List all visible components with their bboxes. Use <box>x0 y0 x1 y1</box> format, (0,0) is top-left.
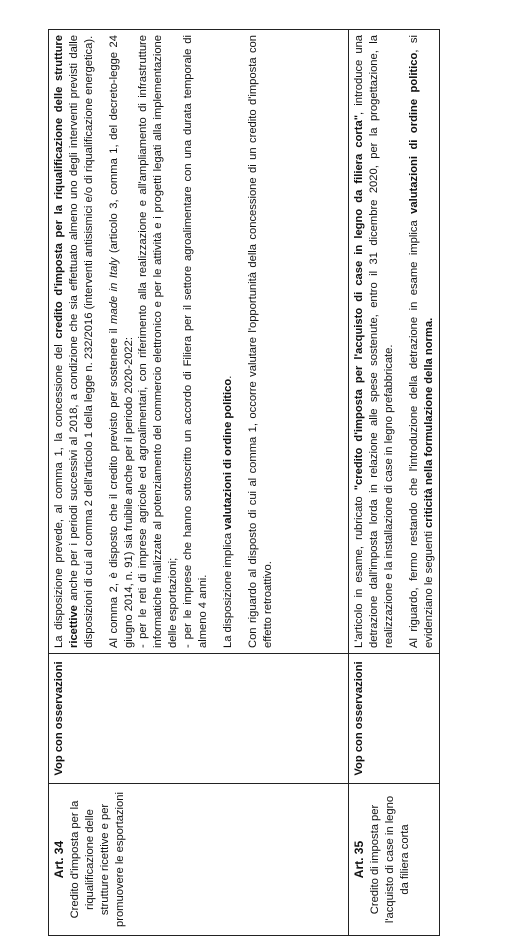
article-title: Credito d'imposta per la riqualificazione delle strutture ricettive e per promuovere le esportazioni <box>68 792 126 927</box>
table-row-art-35 <box>349 30 440 936</box>
text-cell <box>349 30 440 654</box>
article-number: Art. 34 <box>52 840 66 879</box>
vop-cell <box>49 654 349 784</box>
list-item: - per le imprese che hanno sottoscritto un accordo di Filiera per il settore agroalimentare con una durata temporale di almeno 4 anni. <box>182 35 210 648</box>
paragraph-4: Con riguardo al disposto di cui al comma 1, occorre valutare l'opportunità della concessione di un credito d'imposta con effetto retroattivo. <box>246 35 274 648</box>
paragraph-2: Al comma 2, è disposto che il credito previsto per sostenere il made in Italy (articolo 3, comma 1, del decreto-legge 24 giugno 2014, n. 91) sia fruibile anche per il periodo 2020-2022: <box>107 35 135 648</box>
paragraph-3: La disposizione implica valutazioni di ordine politico. <box>221 375 234 648</box>
paragraph-2: Al riguardo, fermo restando che l'introduzione della detrazione in esame implica valutazioni di ordine politico, si evidenziano le seguenti criticità nella formulazione della norma. <box>407 35 435 648</box>
article-number: Art. 35 <box>352 840 366 879</box>
paragraph-1: L'articolo in esame, rubricato "credito d'imposta per l'acquisto di case in legno da filiera corta", introduce una detrazione dall'imposta lorda in relazione alle spese sostenute, entro il 31 dicembre 2020, per la progettazione, la realizzazione e la installazione di case in legno prefabbricate. <box>353 34 395 648</box>
vop-cell <box>349 654 440 784</box>
vop-label: Vop con osservazioni <box>353 661 365 776</box>
article-cell <box>349 784 440 936</box>
article-title: Credito di imposta per l'acquisto di case in legno da filiera corta <box>368 795 411 924</box>
article-cell <box>49 784 349 936</box>
table-row-art-34 <box>49 30 349 936</box>
list-item: - per le reti di imprese agricole ed agroalimentari, con riferimento alla realizzazione e all'ampliamento di infrastrutture informatiche finalizzate al potenziamento del commercio elettronico e per le attività e i progetti legati alla implementazione delle esportazioni; <box>137 35 180 648</box>
text-cell <box>49 30 349 654</box>
rotated-document-page <box>48 30 488 936</box>
vop-label: Vop con osservazioni <box>53 661 65 776</box>
document-table <box>48 29 440 936</box>
paragraph-1: La disposizione prevede, al comma 1, la concessione del credito d'imposta per la riqualificazione delle strutture ricettive anche per i periodi successivi al 2018, a condizione che sia effettuato almeno uno degli interventi previsti dalle disposizioni di cui al comma 2 dell'articolo 1 della legge n. 232/2016 (interventi antisismici e/o di riqualificazione energetica). <box>53 35 95 648</box>
